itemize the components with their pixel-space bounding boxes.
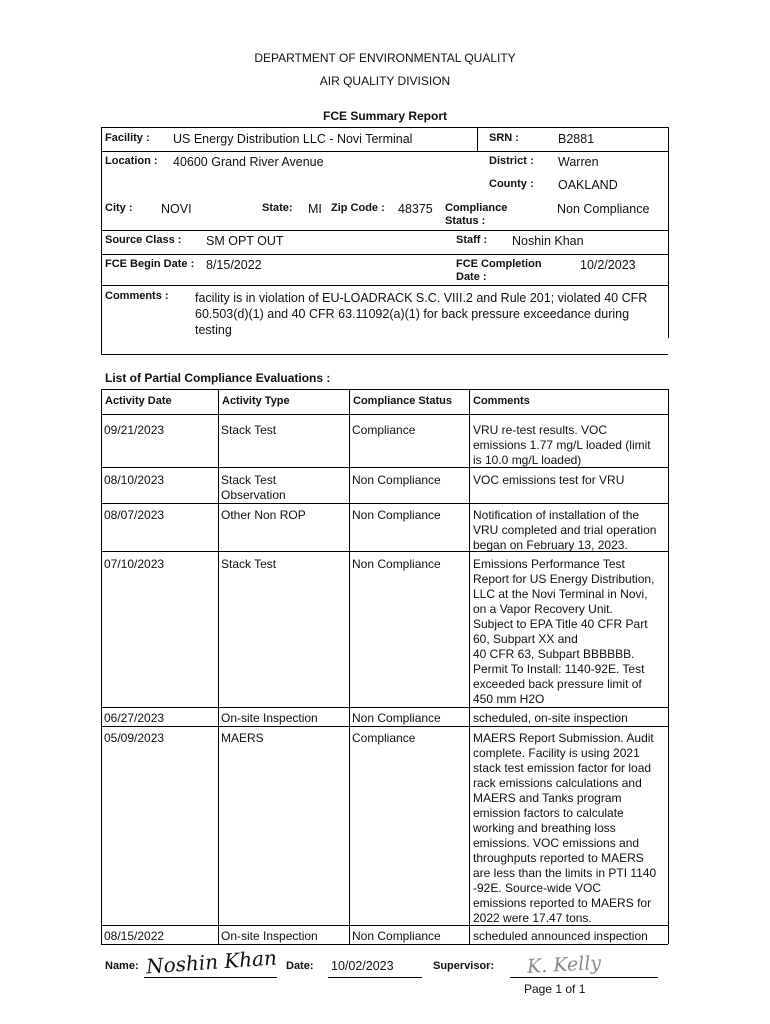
row-status: Compliance — [352, 731, 416, 745]
srn-value: B2881 — [558, 132, 595, 146]
row-type: Stack Test Observation — [221, 473, 286, 502]
location-label: Location : — [105, 155, 158, 167]
staff-value: Noshin Khan — [512, 234, 584, 248]
row-type: On-site Inspection — [221, 929, 318, 943]
county-value: OAKLAND — [558, 178, 618, 192]
report-title: FCE Summary Report — [322, 109, 448, 123]
fce-completion-value: 10/2/2023 — [580, 258, 636, 272]
state-value: MI — [308, 202, 322, 216]
row-date: 07/10/2023 — [104, 557, 165, 571]
district-label: District : — [489, 155, 534, 167]
page-number: Page 1 of 1 — [524, 982, 586, 996]
row-comments: MAERS Report Submission. Audit complete. Facility is using 2021 stack test emission factor for load rack emissions calculations and MAERS and Tanks program emission factors to calculate working and breathing loss emissions. VOC emissions and throughputs reported to MAERS are less than the limits in PTI 1140 -92E. Source-wide VOC emissions reported to MAERS for 2022 were 17.47 tons. — [473, 731, 657, 925]
row-date: 08/07/2023 — [104, 508, 165, 522]
row-comments: Notification of installation of the VRU completed and trial operation began on February 13, 2023. — [473, 508, 657, 552]
row-status: Compliance — [352, 423, 416, 437]
compliance-label-status: Status : — [445, 215, 486, 227]
fce-completion-label: FCE Completion — [456, 258, 542, 270]
county-label: County : — [489, 178, 534, 190]
row-date: 08/15/2022 — [104, 929, 165, 943]
row-date: 08/10/2023 — [104, 473, 165, 487]
district-value: Warren — [558, 155, 599, 169]
supervisor-label: Supervisor: — [433, 960, 495, 972]
division-heading: AIR QUALITY DIVISION — [319, 74, 451, 88]
fce-begin-value: 8/15/2022 — [206, 258, 262, 272]
zip-label: Zip Code : — [331, 202, 385, 214]
row-status: Non Compliance — [352, 929, 441, 943]
col-header-activity-type: Activity Type — [222, 395, 290, 407]
row-comments: VRU re-test results. VOC emissions 1.77 mg/L loaded (limit is 10.0 mg/L loaded) — [473, 423, 651, 467]
row-comments: Emissions Performance Test Report for US Energy Distribution, LLC at the Novi Terminal in Novi, on a Vapor Recovery Unit. Subject to EPA Title 40 CFR Part 60, Subpart XX and 40 CFR 63, Subpart BBBBBB. Permit To Install: 1140-92E. Test exceeded back pressure limit of 450 mm H2O — [473, 557, 655, 706]
department-heading: DEPARTMENT OF ENVIRONMENTAL QUALITY — [254, 51, 516, 65]
fce-begin-label: FCE Begin Date : — [105, 258, 195, 270]
staff-label: Staff : — [456, 234, 488, 246]
source-class-value: SM OPT OUT — [206, 234, 284, 248]
date-label: Date: — [286, 960, 314, 972]
row-type: MAERS — [221, 731, 264, 745]
name-label: Name: — [105, 960, 139, 972]
srn-label: SRN : — [489, 132, 519, 144]
row-type: Stack Test — [221, 423, 277, 437]
row-type: Other Non ROP — [221, 508, 306, 522]
state-label: State: — [262, 202, 293, 214]
facility-value: US Energy Distribution LLC - Novi Terminal — [173, 132, 413, 146]
location-value: 40600 Grand River Avenue — [173, 155, 324, 169]
col-header-compliance-status: Compliance Status — [353, 395, 453, 407]
row-comments: scheduled announced inspection — [473, 929, 648, 943]
comments-label: Comments : — [105, 290, 169, 302]
row-date: 06/27/2023 — [104, 711, 165, 725]
fce-completion-label-date: Date : — [456, 271, 487, 283]
row-type: Stack Test — [221, 557, 277, 571]
row-date: 05/09/2023 — [104, 731, 165, 745]
row-status: Non Compliance — [352, 508, 441, 522]
city-label: City : — [105, 202, 133, 214]
row-status: Non Compliance — [352, 473, 441, 487]
comments-line: facility is in violation of EU-LOADRACK S.C. VIII.2 and Rule 201; violated 40 CFR — [195, 291, 648, 305]
row-status: Non Compliance — [352, 711, 441, 725]
supervisor-signature: K. Kelly — [526, 952, 602, 978]
col-header-comments: Comments — [473, 395, 530, 407]
row-date: 09/21/2023 — [104, 423, 165, 437]
row-comments: VOC emissions test for VRU — [473, 473, 625, 487]
comments-line: testing — [195, 323, 232, 337]
row-status: Non Compliance — [352, 557, 441, 571]
date-value: 10/02/2023 — [331, 959, 394, 973]
name-signature: Noshin Khan — [145, 945, 278, 979]
compliance-label: Compliance — [445, 202, 508, 214]
facility-label: Facility : — [105, 132, 150, 144]
row-type: On-site Inspection — [221, 711, 318, 725]
city-value: NOVI — [161, 202, 192, 216]
col-header-activity-date: Activity Date — [105, 395, 172, 407]
comments-text — [195, 290, 647, 338]
comments-line: 60.503(d)(1) and 40 CFR 63.11092(a)(1) for back pressure exceedance during — [195, 307, 630, 321]
evaluations-title: List of Partial Compliance Evaluations : — [105, 371, 331, 385]
compliance-value: Non Compliance — [557, 202, 650, 216]
source-class-label: Source Class : — [105, 234, 182, 246]
row-comments: scheduled, on-site inspection — [473, 711, 628, 725]
zip-value: 48375 — [398, 202, 433, 216]
